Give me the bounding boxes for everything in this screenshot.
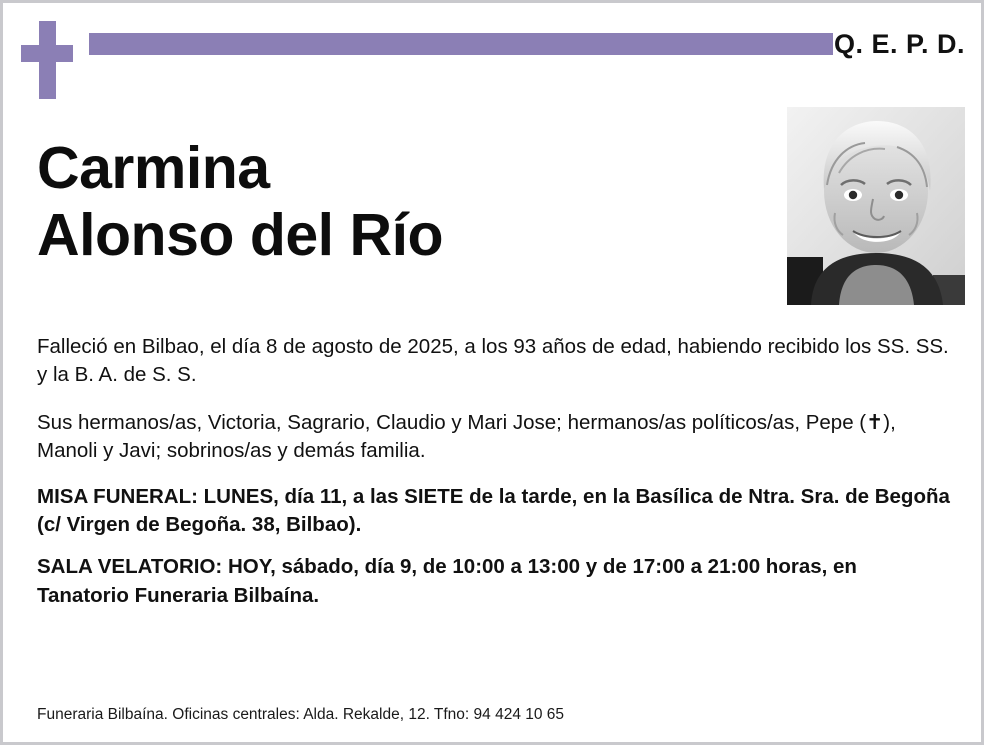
death-notice-paragraph: Falleció en Bilbao, el día 8 de agosto de 2025, a los 93 años de edad, habiendo recibido los SS. SS. y la B. A. de S. S. — [37, 335, 949, 387]
portrait-photo — [787, 107, 965, 305]
funeral-home-footer: Funeraria Bilbaína. Oficinas centrales: Alda. Rekalde, 12. Tfno: 94 424 10 65 — [37, 706, 565, 723]
footer-divider — [37, 679, 947, 680]
funeral-mass-paragraph: MISA FUNERAL: LUNES, día 11, a las SIETE de la tarde, en la Basílica de Ntra. Sra. de Begoña (c/ Virgen de Begoña. 38, Bilbao). — [37, 485, 950, 537]
deceased-first-name: Carmina — [37, 135, 270, 201]
wake-room-paragraph: SALA VELATORIO: HOY, sábado, día 9, de 10:00 a 13:00 y de 17:00 a 21:00 horas, en Tanatorio Funeraria Bilbaína. — [37, 555, 857, 607]
deceased-last-name: Alonso del Río — [37, 202, 443, 269]
header-accent-bar — [89, 33, 833, 55]
cross-icon — [21, 21, 73, 99]
deceased-name — [37, 135, 777, 270]
qepd-label: Q. E. P. D. — [833, 29, 965, 59]
obituary-body — [37, 333, 953, 624]
family-paragraph: Sus hermanos/as, Victoria, Sagrario, Claudio y Mari Jose; hermanos/as políticos/as, Pepe (✝), Manoli y Javi; sobrinos/as y demás familia. — [37, 411, 896, 463]
header-band — [3, 3, 981, 103]
